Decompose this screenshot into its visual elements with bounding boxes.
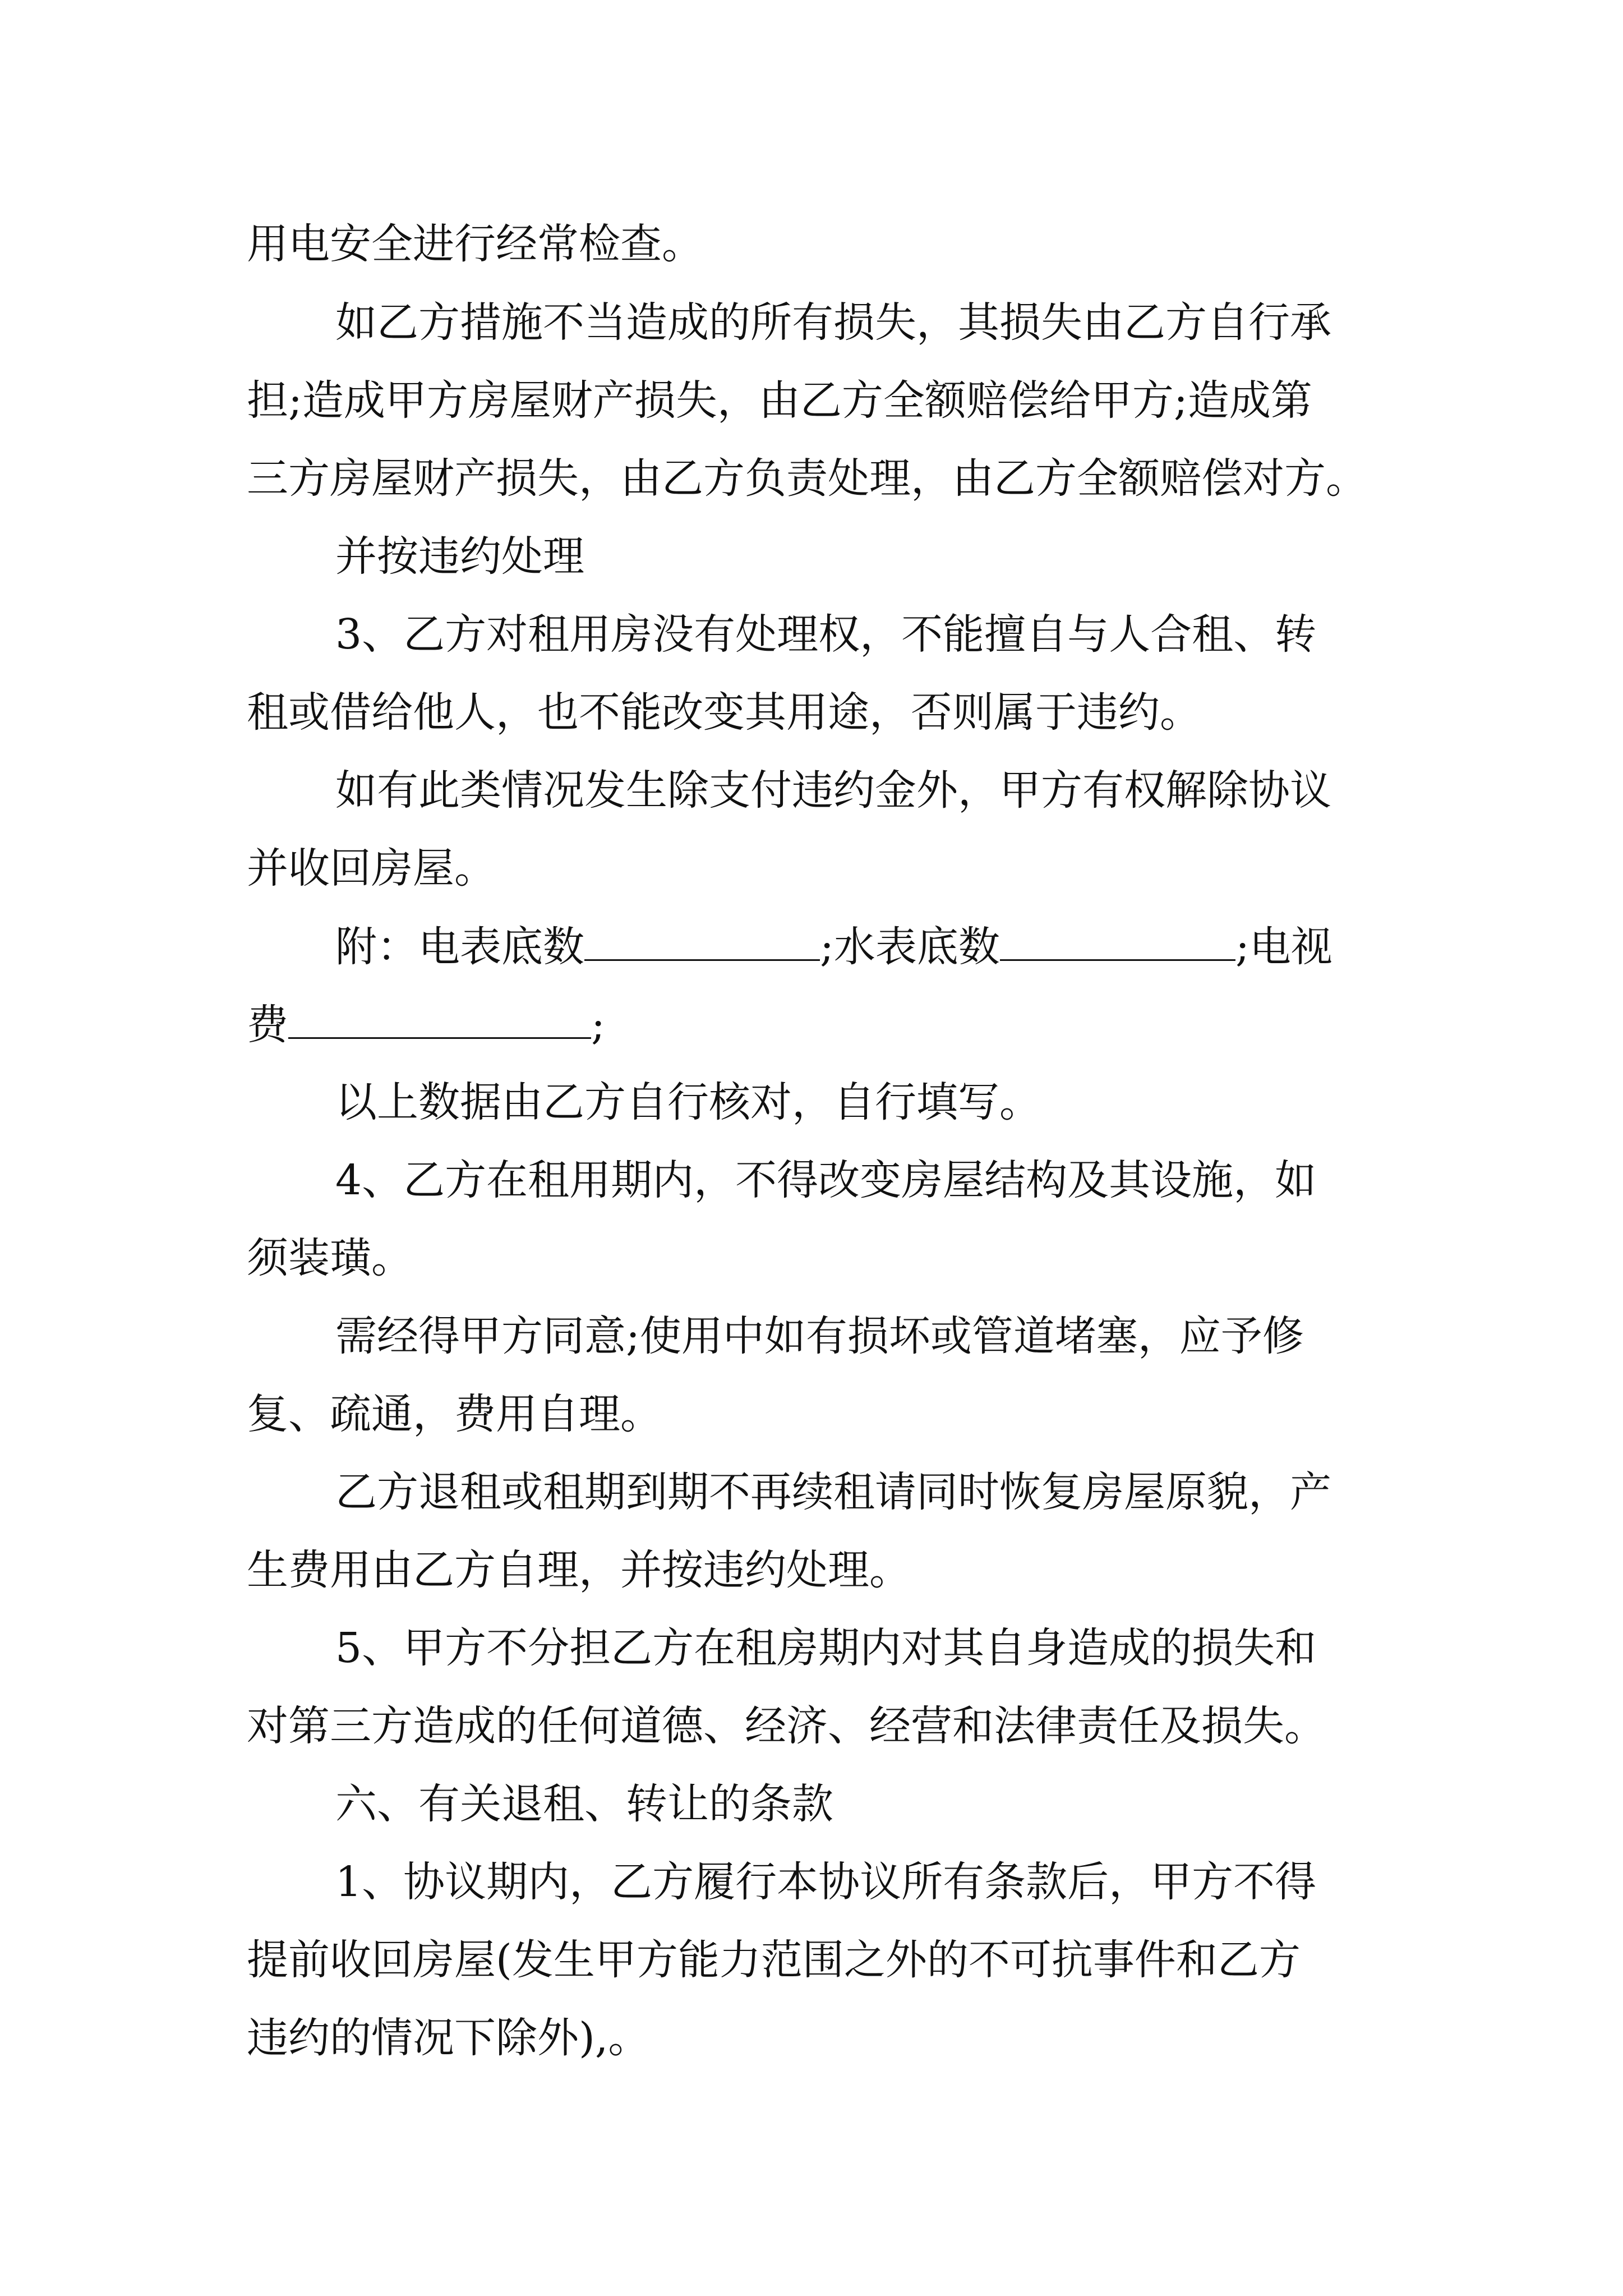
text-line: 并按违约处理 [335,532,584,581]
water-meter-blank [1000,926,1235,961]
text-line: 担;造成甲方房屋财产损失，由乙方全额赔偿给甲方;造成第 [247,376,1312,425]
text-line: 乙方退租或租期到期不再续租请同时恢复房屋原貌，产 [335,1468,1331,1516]
text-line: 提前收回房屋(发生甲方能力范围之外的不可抗事件和乙方 [247,1936,1301,1984]
text-line: 以上数据由乙方自行核对，自行填写。 [335,1078,1041,1126]
fee-prefix: 费 [247,1001,288,1049]
text-line: 违约的情况下除外),。 [247,2014,650,2062]
text-line: 1、协议期内，乙方履行本协议所有条款后，甲方不得 [335,1858,1317,1906]
text-line: 5、甲方不分担乙方在租房期内对其自身造成的损失和 [335,1624,1317,1672]
section-heading: 六、有关退租、转让的条款 [335,1780,833,1828]
text-line: 生费用由乙方自理，并按违约处理。 [247,1546,911,1594]
text-line: 并收回房屋。 [247,844,496,892]
text-line: 复、疏通，费用自理。 [247,1390,662,1438]
text-line: 3、乙方对租用房没有处理权，不能擅自与人合租、转 [335,610,1317,659]
text-line: 如乙方措施不当造成的所有损失，其损失由乙方自行承 [335,298,1331,347]
text-line: 三方房屋财产损失，由乙方负责处理，由乙方全额赔偿对方。 [247,454,1367,503]
text-line: 4、乙方在租用期内，不得改变房屋结构及其设施，如 [335,1156,1317,1204]
tv-fee-blank [288,1004,591,1039]
text-line: 用电安全进行经常检查。 [247,220,703,268]
meter-separator-tv: ;电视 [1235,923,1332,971]
meter-separator-water: ;水表底数 [820,923,1000,971]
meter-readings-line [247,923,1332,971]
text-line: 如有此类情况发生除支付违约金外，甲方有权解除协议 [335,766,1331,815]
fee-suffix: ; [591,1001,605,1049]
tv-fee-line [247,1001,605,1049]
text-line: 租或借给他人，也不能改变其用途，否则属于违约。 [247,688,1201,737]
text-line: 需经得甲方同意;使用中如有损坏或管道堵塞，应予修 [335,1312,1304,1360]
text-line: 对第三方造成的任何道德、经济、经营和法律责任及损失。 [247,1702,1326,1750]
meter-prefix: 附：电表底数 [335,923,584,971]
text-line: 须装璜。 [247,1234,413,1282]
electric-meter-blank [584,926,820,961]
